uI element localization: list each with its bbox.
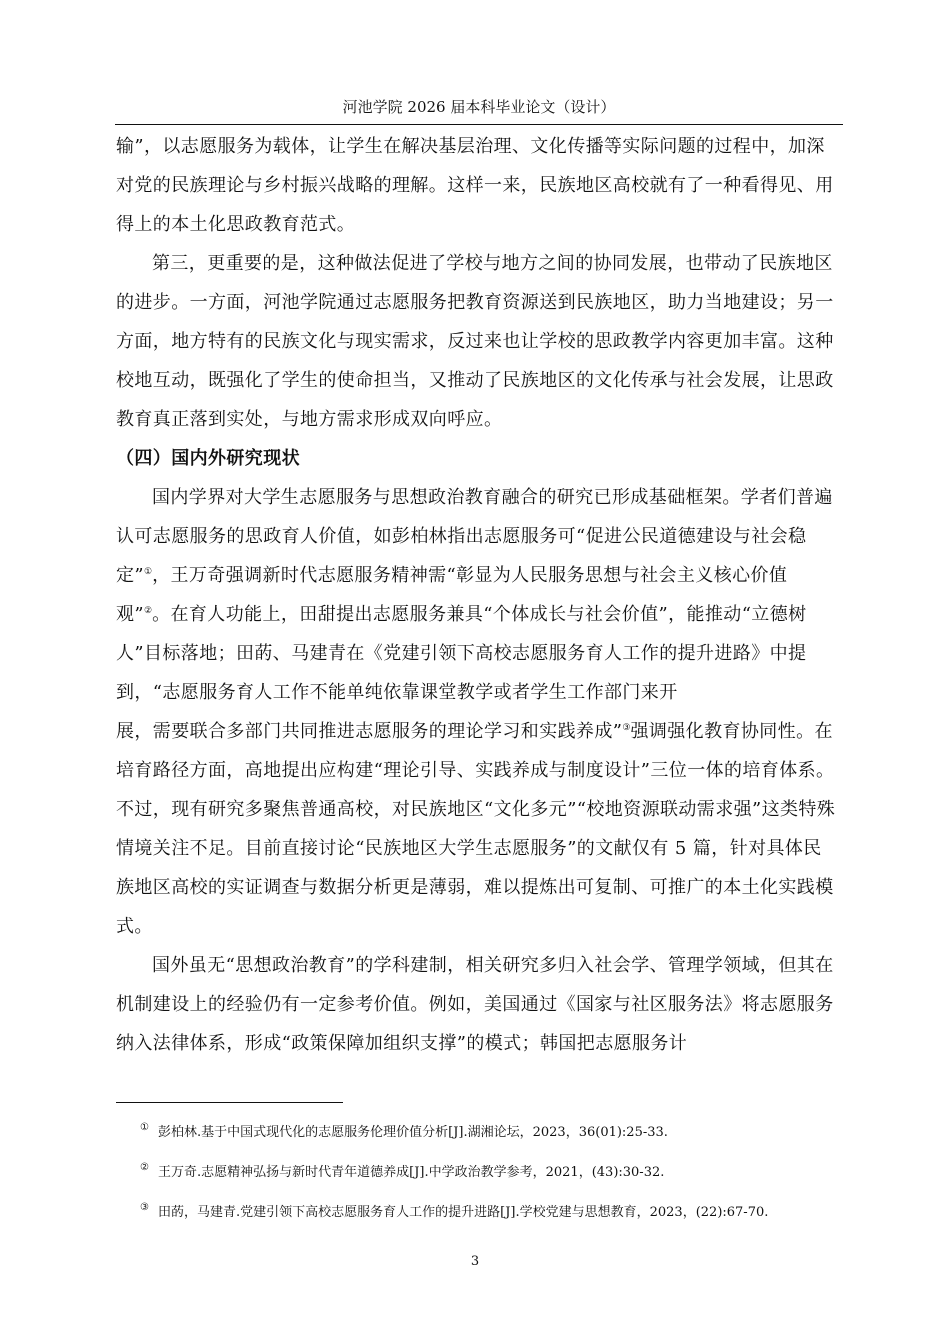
- footnote-1: [140, 1124, 840, 1142]
- text-run: ，王万奇强调新时代志愿服务精神需“彰显为人民服务思想与社会主义核心价值观”: [116, 565, 788, 625]
- paragraph-third-point: 第三，更重要的是，这种做法促进了学校与地方之间的协同发展，也带动了民族地区的进步。一方面，河池学院通过志愿服务把教育资源送到民族地区，助力当地建设；另一方面，地方特有的民族文化与现实需求，反过来也让学校的思政教学内容更加丰富。这种校地互动，既强化了学生的使命担当，又推动了民族地区的文化传承与社会发展，让思政教育真正落到实处，与地方需求形成双向呼应。: [116, 253, 834, 430]
- footnote-text: 彭柏林.基于中国式现代化的志愿服务伦理价值分析[J].湖湘论坛，2023，36(01):25-33.: [158, 1125, 668, 1140]
- paragraph-foreign-research: 国外虽无“思想政治教育”的学科建制，相关研究多归入社会学、管理学领域，但其在机制建设上的经验仍有一定参考价值。例如，美国通过《国家与社区服务法》将志愿服务纳入法律体系，形成“政策保障加组织支撑”的模式；韩国把志愿服务计: [116, 955, 834, 1054]
- footnote-separator: [116, 1102, 343, 1103]
- footnote-3: [140, 1204, 840, 1222]
- body-text: [116, 127, 838, 1063]
- text-run: 强调强化教育协同性。: [630, 721, 815, 742]
- paragraph-first-line: 输”，以志愿服务为载体，让学生在解决基层治理、文化传播等实际问题的过程中，: [116, 136, 788, 157]
- footnote-ref-1[interactable]: ①: [144, 567, 153, 577]
- header-rule: [115, 124, 843, 125]
- footnote-text: 王万奇.志愿精神弘扬与新时代青年道德养成[J].中学政治教学参考，2021，(43):30-32.: [158, 1165, 665, 1180]
- text-run: 展，需要联合多部门共同推进志愿服务的理论学习和实践养成”: [116, 721, 623, 742]
- footnote-mark: ②: [140, 1162, 149, 1173]
- text-run-line: [116, 721, 814, 742]
- paragraph-domestic-research: [116, 478, 838, 946]
- text-run: 国内学界对大学生志愿服务与思想政治教育融合的研究已形成基础框架。学者们普遍认可志愿服务的思政育人价值，如彭柏林指出志愿服务可“促进公民道德建设与社会稳定”: [116, 487, 833, 586]
- footnote-mark: ③: [140, 1202, 149, 1213]
- footnote-2: [140, 1164, 840, 1182]
- footnote-ref-3[interactable]: ③: [622, 723, 631, 733]
- footnote-text: 田菂，马建青.党建引领下高校志愿服务育人工作的提升进路[J].学校党建与思想教育，2023，(22):67-70.: [158, 1205, 769, 1220]
- text-run: 。在育人功能上，田甜提出志愿服务兼具“个体成长与社会价值”，能推动“立德树人”目标落地；田菂、马建青在《党建引领下高校志愿服务育人工作的提升进路》中提到，“志愿服务育人工作不能单纯依靠课堂教学或者学生工作部门来开: [116, 604, 807, 703]
- text-run: 在培育路径方面，高地提出应构建“理论引导、实践养成与制度设计”三位一体的培育体系。不过，现有研究多聚焦普通高校，对民族地区“文化多元”“校地资源联动需求强”这类特殊情境关注不足。目前直接讨论“民族地区大学生志愿服务”的文献仅有 5 篇，针对具体民族地区高校的实证调查与数据分析更是薄弱，难以提炼出可复制、可推广的本土化实践模式。: [116, 721, 836, 937]
- page-number: 3: [470, 1254, 480, 1269]
- footnote-mark: ①: [140, 1122, 149, 1133]
- paragraph-continuation: [116, 127, 838, 244]
- footnote-ref-2[interactable]: ②: [144, 606, 153, 616]
- page-header-title: 河池学院 2026 届本科毕业论文（设计）: [342, 98, 616, 116]
- paragraph-rest: 加深对党的民族理论与乡村振兴战略的理解。这样一来，民族地区高校就有了一种看得见、用得上的本土化思政教育范式。: [116, 136, 834, 235]
- section-heading: （四）国内外研究现状: [116, 448, 300, 469]
- footnotes: [140, 1124, 840, 1244]
